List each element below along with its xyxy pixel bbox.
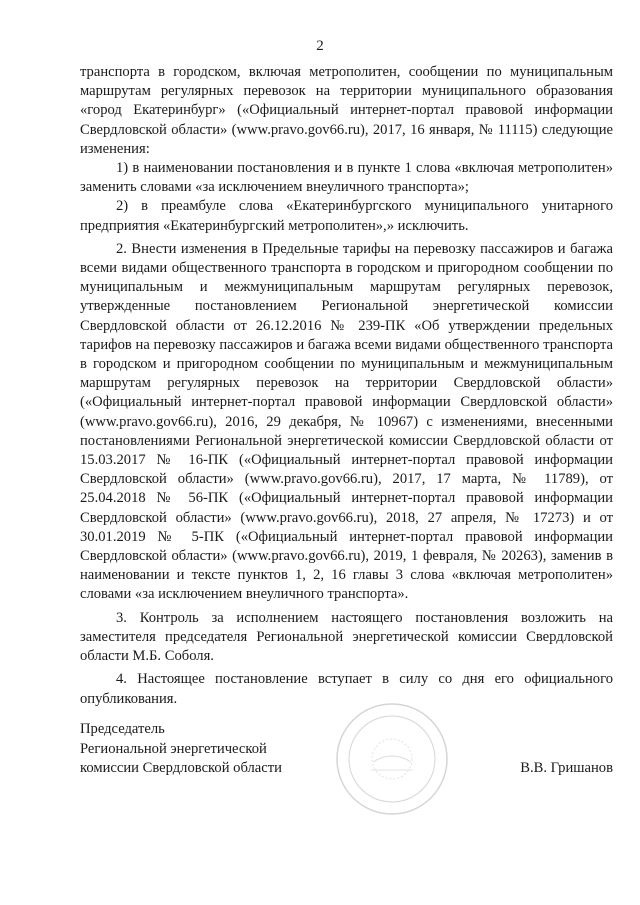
page-number: 2 xyxy=(316,38,324,54)
document-body xyxy=(80,63,613,709)
signatory-organization-line2: комиссии Свердловской области xyxy=(80,760,282,776)
official-stamp-icon xyxy=(333,700,451,818)
paragraph-clause-4: 4. Настоящее постановление вступает в силу со дня его официального опубликования. xyxy=(80,671,613,707)
paragraph-continuation: транспорта в городском, включая метрополитен, сообщении по муниципальным маршрутам регулярных перевозок на территории муниципального образования «город Екатеринбург» («Официальный интернет-портал правовой информации Свердловской области» (www.pravo.gov66.ru), 2017, 16 января, № 11115) следующие изменения: xyxy=(80,64,613,157)
signatory-position: Председатель xyxy=(80,721,165,737)
paragraph-item-2: 2) в преамбуле слова «Екатеринбургского муниципального унитарного предприятия «Екатеринбургский метрополитен»,» исключить. xyxy=(80,198,613,234)
signatory-title xyxy=(80,720,282,779)
signatory-name: В.В. Гришанов xyxy=(520,760,613,776)
paragraph-clause-2: 2. Внести изменения в Предельные тарифы на перевозку пассажиров и багажа всеми видами общественного транспорта в городском и пригородном сообщении по муниципальным и межмуниципальным маршрутам регулярных перевозок, утвержденные постановлением Региональной энергетической комиссии Свердловской области от 26.12.2016 № 239-ПК «Об утверждении предельных тарифов на перевозку пассажиров и багажа всеми видами общественного транспорта в городском и пригородном сообщении по муниципальным и межмуниципальным маршрутам регулярных перевозок на территории Свердловской области» («Официальный интернет-портал правовой информации Свердловской области» (www.pravo.gov66.ru), 2016, 29 декабря, № 10967) с изменениями, внесенными постановлениями Региональной энергетической комиссии Свердловской области от 15.03.2017 № 16-ПК («Официальный интернет-портал правовой информации Свердловской области» (www.pravo.gov66.ru), 2017, 17 марта, № 11789), от 25.04.2018 № 56-ПК («Официальный интернет-портал правовой информации Свердловской области» (www.pravo.gov66.ru), 2018, 27 апреля, № 17273) и от 30.01.2019 № 5-ПК («Официальный интернет-портал правовой информации Свердловской области» (www.pravo.gov66.ru), 2019, 1 февраля, № 20263), заменив в наименовании и тексте пунктов 1, 2, 16 главы 3 слова «включая метрополитен» словами «за исключением внеуличного транспорта». xyxy=(80,240,613,603)
paragraph-item-1: 1) в наименовании постановления и в пункте 1 слова «включая метрополитен» заменить словами «за исключением внеуличного транспорта»; xyxy=(80,160,613,196)
paragraph-clause-3: 3. Контроль за исполнением настоящего постановления возложить на заместителя председателя Региональной энергетической комиссии Свердловской области М.Б. Соболя. xyxy=(80,609,613,665)
signatory-organization-line1: Региональной энергетической xyxy=(80,740,267,757)
